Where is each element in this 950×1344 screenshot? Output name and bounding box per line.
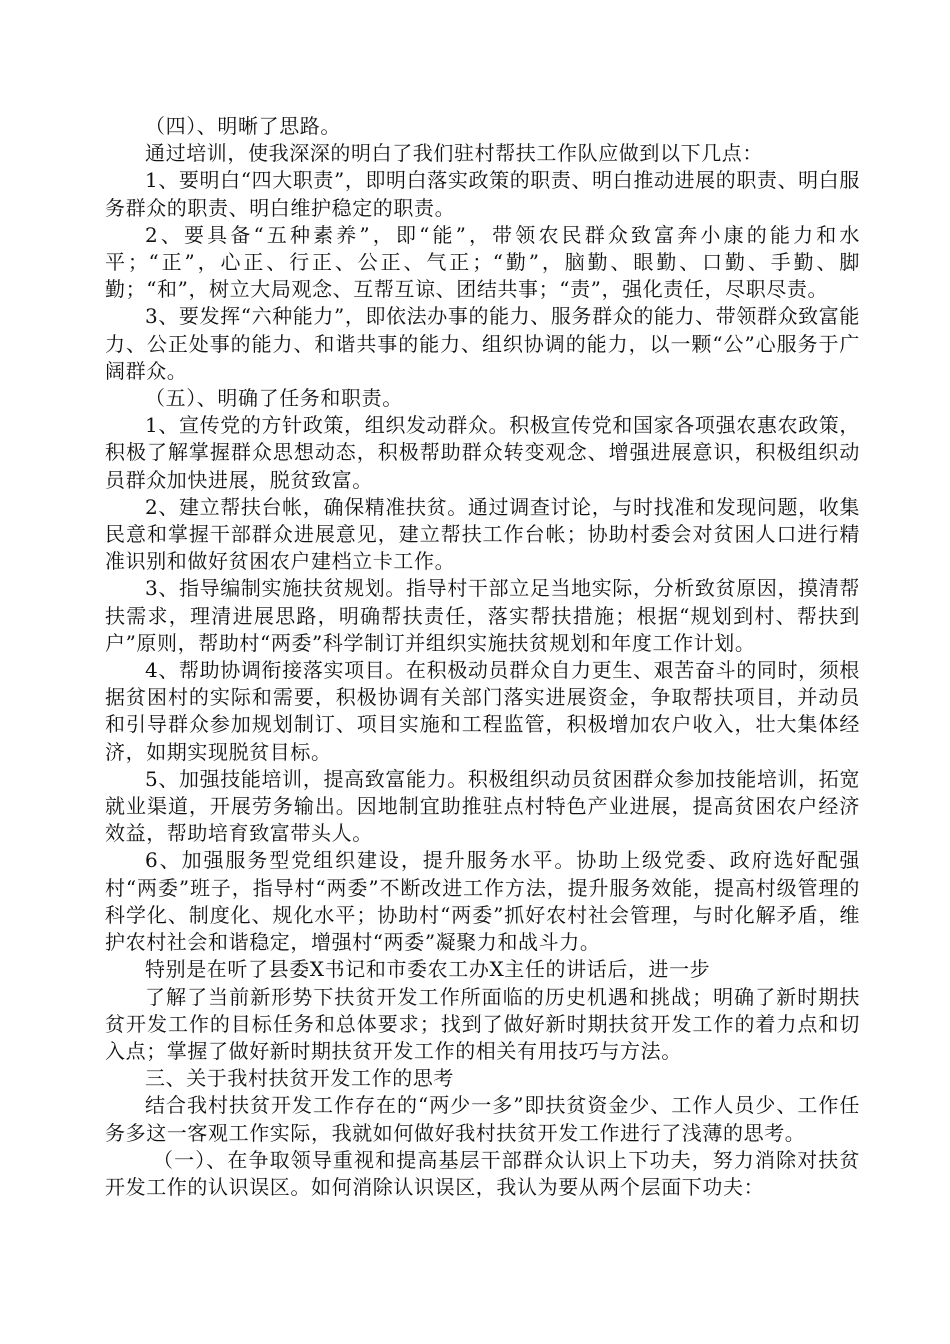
paragraph-four-duties: 1、要明白“四大职责”，即明白落实政策的职责、明白推动进展的职责、明白服务群众的职责、明白维护稳定的职责。: [105, 168, 860, 220]
heading-clarified-thinking: （四）、明晰了思路。: [145, 114, 341, 138]
paragraph-six-abilities: 3、要发挥“六种能力”，即依法办事的能力、服务群众的能力、带领群众致富能力、公正处事的能力、和谐共事的能力、组织协调的能力，以一颗“公”心服务于广阔群众。: [105, 304, 860, 383]
paragraph-five-qualities: 2、要具备“五种素养”，即“能”，带领农民群众致富奔小康的能力和水平；“正”，心正、行正、公正、气正；“勤”，脑勤、眼勤、口勤、手勤、脚勤；“和”，树立大局观念、互帮互谅、团结共事；“责”，强化责任，尽职尽责。: [105, 222, 860, 302]
paragraph-task-2: 2、建立帮扶台帐，确保精准扶贫。通过调查讨论，与时找准和发现问题，收集民意和掌握干部群众进展意见，建立帮扶工作台帐；协助村委会对贫困人口进行精准识别和做好贫困农户建档立卡工作。: [105, 494, 860, 574]
heading-tasks-and-duties: （五）、明确了任务和职责。: [145, 386, 403, 411]
paragraph-training-intro: 通过培训，使我深深的明白了我们驻村帮扶工作队应做到以下几点：: [145, 141, 763, 166]
paragraph-task-6: 6、加强服务型党组织建设，提升服务水平。协助上级党委、政府选好配强村“两委”班子，指导村“两委”不断改进工作方法，提升服务效能，提高村级管理的科学化、制度化、规化水平；协助村“两委”抓好农村社会管理，与时化解矛盾，维护农村社会和谐稳定，增强村“两委”凝聚力和战斗力。: [105, 848, 860, 955]
heading-section-three: 三、关于我村扶贫开发工作的思考: [145, 1066, 454, 1091]
paragraph-task-5: 5、加强技能培训，提高致富能力。积极组织动员贫困群众参加技能培训，拓宽就业渠道，开展劳务输出。因地制宜助推驻点村特色产业进展，提高贫困农户经济效益，帮助培育致富带头人。: [105, 766, 860, 846]
paragraph-two-few-one-many: 结合我村扶贫开发工作存在的“两少一多”即扶贫资金少、工作人员少、工作任务多这一客观工作实际，我就如何做好我村扶贫开发工作进行了浅薄的思考。: [105, 1093, 860, 1145]
paragraph-task-1: 1、宣传党的方针政策，组织发动群众。积极宣传党和国家各项强农惠农政策，积极了解掌握群众思想动态，积极帮助群众转变观念、增强进展意识，积极组织动员群众加快进展，脱贫致富。: [105, 413, 860, 492]
paragraph-eliminate-misconceptions: （一）、在争取领导重视和提高基层干部群众认识上下功夫，努力消除对扶贫开发工作的认识误区。如何消除认识误区，我认为要从两个层面下功夫：: [105, 1147, 860, 1199]
paragraph-task-4: 4、帮助协调衔接落实项目。在积极动员群众自力更生、艰苦奋斗的同时，须根据贫困村的实际和需要，积极协调有关部门落实进展资金，争取帮扶项目，并动员和引导群众参加规划制订、项目实施和工程监管，积极增加农户收入，壮大集体经济，如期实现脱贫目标。: [105, 658, 860, 764]
paragraph-speech-learnings: 了解了当前新形势下扶贫开发工作所面临的历史机遇和挑战；明确了新时期扶贫开发工作的目标任务和总体要求；找到了做好新时期扶贫开发工作的着力点和切入点；掌握了做好新时期扶贫开发工作的相关有用技巧与方法。: [105, 984, 860, 1063]
document-page: [105, 113, 860, 1201]
paragraph-task-3: 3、指导编制实施扶贫规划。指导村干部立足当地实际，分析致贫原因，摸清帮扶需求，理清进展思路，明确帮扶责任，落实帮扶措施；根据“规划到村、帮扶到户”原则，帮助村“两委”科学制订并组织实施扶贫规划和年度工作计划。: [105, 576, 860, 655]
paragraph-speech-intro: 特别是在听了县委X书记和市委农工办X主任的讲话后，进一步: [145, 957, 711, 982]
